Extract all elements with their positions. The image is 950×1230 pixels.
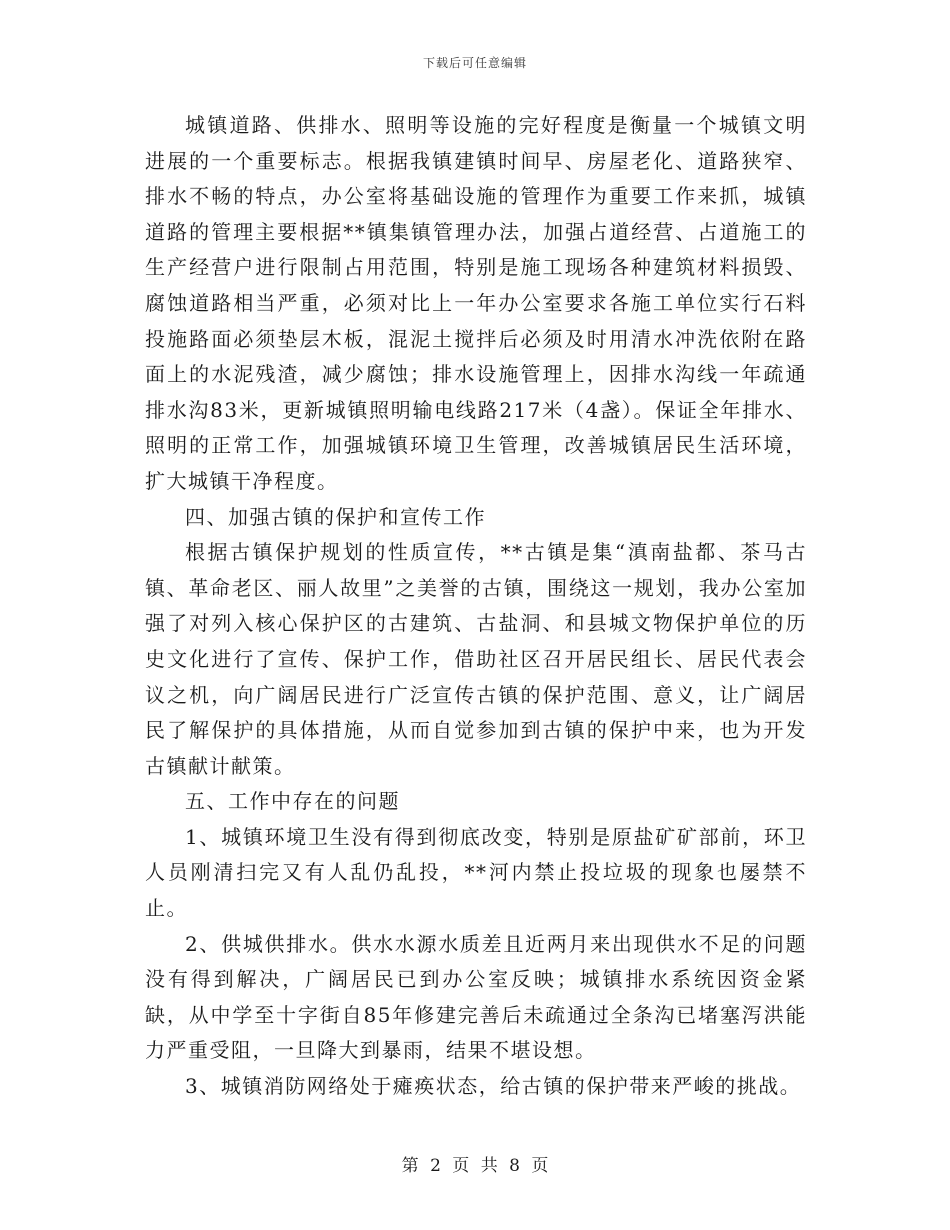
section-heading-ancient-town: 四、加强古镇的保护和宣传工作 — [185, 504, 486, 529]
paragraph-infrastructure: 城镇道路、供排水、照明等设施的完好程度是衡量一个城镇文明进展的一个重要标志。根据我镇建镇时间早、房屋老化、道路狭窄、排水不畅的特点，办公室将基础设施的管理作为重要工作来抓，城镇道路的管理主要根据**镇集镇管理办法，加强占道经营、占道施工的生产经营户进行限制占用范围，特别是施工现场各种建筑材料损毁、腐蚀道路相当严重，必须对比上一年办公室要求各施工单位实行石料投施路面必须垫层木板，混泥土搅拌后必须及时用清水冲洗依附在路面上的水泥残渣，减少腐蚀；排水设施管理上，因排水沟线一年疏通排水沟83米，更新城镇照明输电线路217米（4盏）。保证全年排水、照明的正常工作，加强城镇环境卫生管理，改善城镇居民生活环境，扩大城镇干净程度。 — [145, 113, 807, 493]
paragraph-ancient-town-protection: 根据古镇保护规划的性质宣传，**古镇是集“滇南盐都、茶马古镇、革命老区、丽人故里”之美誉的古镇，围绕这一规划，我办公室加强了对列入核心保护区的古建筑、古盐洞、和县城文物保护单位的历史文化进行了宣传、保护工作，借助社区召开居民组长、居民代表会议之机，向广阔居民进行广泛宣传古镇的保护范围、意义，让广阔居民了解保护的具体措施，从而自觉参加到古镇的保护中来，也为开发古镇献计献策。 — [145, 540, 807, 778]
document-body — [145, 108, 807, 1105]
page-header: 下载后可任意编辑 — [422, 56, 527, 70]
paragraph-problem-3: 3、城镇消防网络处于瘫痪状态，给古镇的保护带来严峻的挑战。 — [185, 1074, 802, 1099]
paragraph-problem-2: 2、供城供排水。供水水源水质差且近两月来出现供水不足的问题没有得到解决，广阔居民已到办公室反映；城镇排水系统因资金紧缺，从中学至十字街自85年修建完善后未疏通过全条沟已堵塞泻洪能力严重受阻，一旦降大到暴雨，结果不堪设想。 — [145, 931, 807, 1063]
page-number: 第 2 页 共 8 页 — [401, 1156, 549, 1176]
section-heading-problems: 五、工作中存在的问题 — [185, 789, 400, 814]
paragraph-problem-1: 1、城镇环境卫生没有得到彻底改变，特别是原盐矿矿部前，环卫人员刚清扫完又有人乱仍乱投，**河内禁止投垃圾的现象也屡禁不止。 — [145, 824, 807, 921]
